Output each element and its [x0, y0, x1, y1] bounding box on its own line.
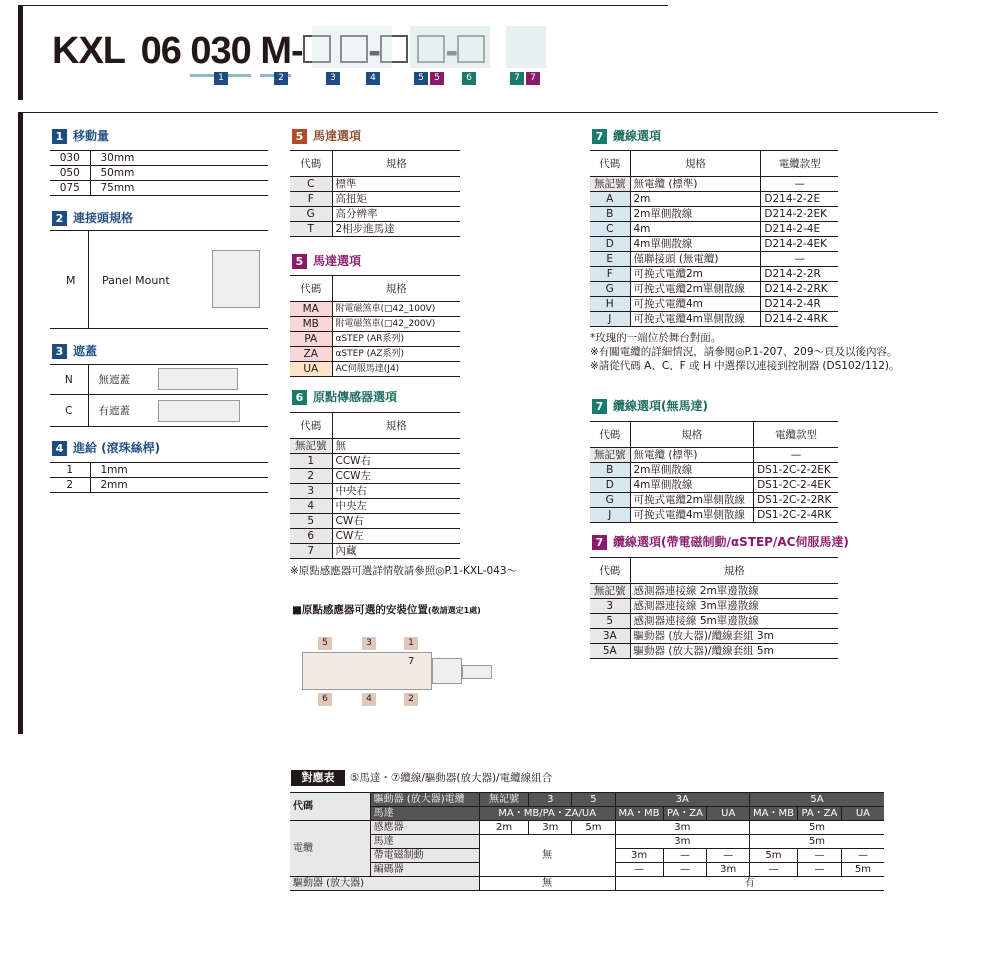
sec4-title: 4 進給 (滾珠絲桿) — [52, 440, 160, 457]
tag-5a: 5 — [414, 72, 428, 85]
tag-4: 4 — [366, 72, 380, 85]
model-size: 06 — [140, 30, 181, 72]
sec7c-table: 代碼 規格 無記號 感測器連接線 2m單邊散線 3 感測器連接線 3m單邊散線 5 感測器連接線 5m單邊散線 3A 驅動器 (放大器)/纜線套組 3m 5A 驅動器 (放大器)/纜線套組 5m — [590, 557, 838, 659]
tag-2: 2 — [274, 72, 288, 85]
tag-3: 3 — [326, 72, 340, 85]
left-border-top — [18, 5, 23, 100]
with-cover-image — [158, 400, 240, 422]
sec2-title: 2 連接頭規格 — [52, 210, 133, 227]
sec1-title: 1 移動量 — [52, 128, 109, 145]
tag-7b: 7 — [526, 72, 540, 85]
shade-a — [312, 26, 392, 68]
sec2-code: M — [66, 274, 76, 287]
sec5b-title: 5 馬達選項 — [292, 253, 361, 270]
sec7c-title: 7 纜線選項(帶電磁制動/αSTEP/AC伺服馬達) — [592, 534, 849, 551]
compat-desc: ⑤馬達・⑦纜線/驅動器(放大器)/電纜線組合 — [350, 772, 553, 784]
top-rule — [18, 5, 668, 6]
sensor-title: ■原點感應器可選的安裝位置(敬請選定1處) — [292, 604, 481, 616]
tag-7a: 7 — [510, 72, 524, 85]
left-border — [18, 112, 23, 734]
sec1-table: 030 30mm 050 50mm 075 75mm — [50, 150, 268, 196]
no-cover-image — [158, 368, 238, 390]
sec6-note: ※原點感應器可選詳情敬請參照◎P.1-KXL-043〜 — [290, 565, 518, 577]
sec6-title: 6 原點傳感器選項 — [292, 389, 397, 406]
sec3-title: 3 遮蓋 — [52, 343, 97, 360]
shade-c — [506, 26, 546, 68]
sec7a-table: 代碼 規格 電纜款型 無記號 無電纜 (標準) — A 2m D214-2-2E B 2m單側散線 D214-2-2EK C 4m D214-2-4E D 4m單側散線 D214-2-4EK E 僅聯接頭 (無電纜) — F 可挽式電纜2m D214-2-2R G 可挽式電纜2m單側散線 D214-2-2RK H 可挽式電纜4m D214-2-4R J 可挽式電纜4m單側散線 D214-2-4RK — [590, 150, 838, 327]
model-connector: M — [260, 28, 291, 77]
tag-6: 6 — [462, 72, 476, 85]
header-rule — [18, 112, 938, 113]
sec3-table: N 無遮蓋 C 有遮蓋 — [50, 364, 268, 427]
compat-label: 對應表 — [291, 770, 345, 786]
panel-mount-image — [212, 250, 260, 308]
model-stroke: 030 — [190, 28, 250, 77]
sec2-spec: Panel Mount — [102, 274, 170, 287]
model-code: KXL 06 030 M- - — [52, 28, 485, 77]
shade-b — [410, 26, 490, 68]
sec7b-table: 代碼 規格 電纜款型 無記號 無電纜 (標準) — B 2m單側散線 DS1-2C-2-2EK D 4m單側散線 DS1-2C-2-4EK G 可挽式電纜2m單側散線 DS1-2C-2-2RK J 可挽式電纜4m單側散線 DS1-2C-2-4RK — [590, 421, 838, 523]
sec5a-table: 代碼 規格 C 標準 F 高扭矩 G 高分辨率 T 2相步進馬達 — [290, 150, 460, 237]
compat-table: 代碼 驅動器 (放大器)電纜 無記號 3 5 3A 5A 馬達 MA・MB/PA・ZA/UA MA・MB PA・ZA UA MA・MB PA・ZA UA 電纜 感應器 2m 3m 5m 3m 5m 馬達 無 3m 5m 帶電磁制動 3m — — 5m — — 編碼器 — — 3m — — 5m 驅動器 (放大器) 無 有 — [290, 792, 884, 891]
sec6-table: 代碼 規格 無記號 無 1 CCW右 2 CCW左 3 中央右 4 中央左 5 CW右 6 CW左 7 內藏 — [290, 412, 460, 559]
tag-5b: 5 — [430, 72, 444, 85]
tag-1: 1 — [214, 72, 228, 85]
sec7b-title: 7 纜線選項(無馬達) — [592, 398, 708, 415]
model-prefix: KXL — [52, 30, 125, 72]
sec5a-title: 5 馬達選項 — [292, 128, 361, 145]
sec5b-table: 代碼 規格 MA 附電磁煞車(□42_100V) MB 附電磁煞車(□42_200V) PA αSTEP (AR系列) ZA αSTEP (AZ系列) UA AC伺服馬達(J4) — [290, 275, 460, 377]
sec4-table: 1 1mm 2 2mm — [50, 462, 268, 493]
sec7a-title: 7 纜線選項 — [592, 128, 661, 145]
